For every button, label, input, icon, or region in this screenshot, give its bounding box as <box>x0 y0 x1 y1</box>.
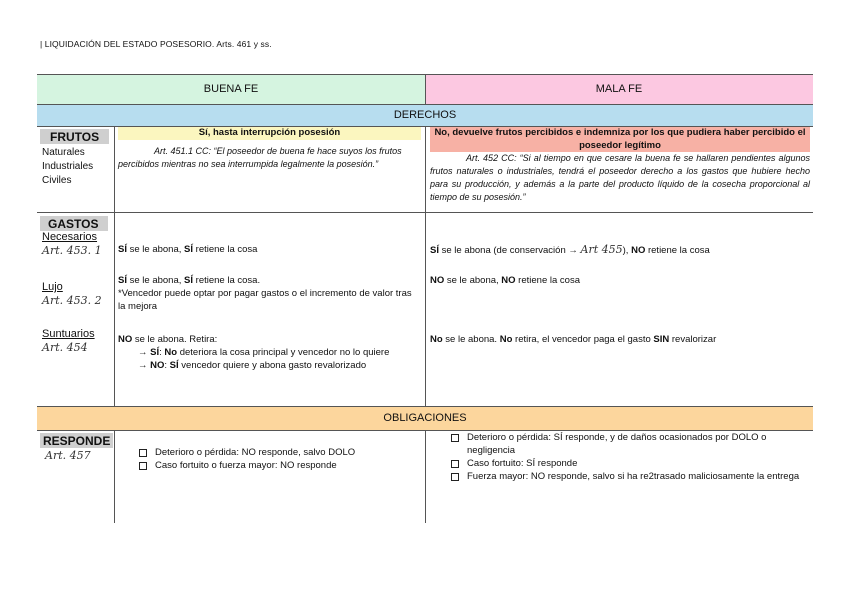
lujo-label-cell <box>42 280 116 308</box>
necesarios-bad-b2: NO <box>631 245 646 256</box>
grid-line <box>114 126 115 406</box>
suntuarios-good-opt1 <box>118 346 421 359</box>
suntuarios-bad-t1: se le abona. <box>442 334 500 345</box>
gastos-label-cell <box>37 216 113 231</box>
suntuarios-opt1-b2: No <box>164 347 178 358</box>
grid-line <box>425 126 426 406</box>
necesarios-bad-t3: retiene la cosa <box>645 245 710 256</box>
derechos-band-row <box>37 104 813 126</box>
suntuarios-good-line <box>118 333 421 346</box>
responde-label-cell <box>37 433 113 463</box>
necesarios-bad-art: Art 455 <box>580 243 623 256</box>
comparison-table <box>37 74 813 522</box>
frutos-good-cell <box>118 126 421 171</box>
lujo-good-b1: SÍ <box>118 275 127 286</box>
frutos-types <box>42 146 113 188</box>
necesarios-bad <box>430 243 810 257</box>
necesarios-good-t1: se le abona, <box>126 244 185 255</box>
list-item: Caso fortuito o fuerza mayor: NO responde <box>137 459 421 472</box>
frutos-type-industrial: Industriales <box>42 161 94 172</box>
lujo-good-t2: retiene la cosa. <box>193 275 261 286</box>
necesarios-good-t2: retiene la cosa <box>193 244 258 255</box>
suntuarios-bad-b3: SIN <box>653 334 670 345</box>
obligaciones-band-row <box>37 406 813 430</box>
lujo-label: Lujo <box>42 281 63 293</box>
suntuarios-label-cell <box>42 327 116 355</box>
necesarios-good <box>118 243 421 256</box>
lujo-bad-b2: NO <box>501 275 516 286</box>
arrow-icon: → <box>138 347 148 358</box>
suntuarios-bad-b1: No <box>430 334 443 345</box>
checkbox-icon <box>451 460 459 468</box>
lujo-bad-t1: se le abona, <box>444 275 502 286</box>
lujo-good <box>118 274 421 313</box>
list-item: Deterioro o pérdida: SÍ responde, y de daños ocasionados por DOLO o negligencia <box>449 431 811 457</box>
frutos-type-natural: Naturales <box>42 147 85 158</box>
frutos-label: FRUTOS <box>40 129 109 144</box>
necesarios-label-cell <box>42 230 116 258</box>
list-item: Caso fortuito: SÍ responde <box>449 457 811 470</box>
frutos-type-civil: Civiles <box>42 175 72 186</box>
list-item: Deterioro o pérdida: NO responde, salvo DOLO <box>137 446 421 459</box>
lujo-good-note: *Vencedor puede optar por pagar gastos o el incremento de valor tras la mejora <box>118 288 412 312</box>
necesarios-article: Art. 453. 1 <box>42 244 102 257</box>
header-good-faith: BUENA FE <box>37 74 425 104</box>
suntuarios-bad-t2: retira, el vencedor paga el gasto <box>512 334 654 345</box>
frutos-bad-cell <box>430 126 810 204</box>
frutos-bad-heading: No, devuelve frutos percibidos e indemniza por los que pudiera haber percibido el poseedor legítimo <box>430 126 810 152</box>
obligaciones-band: OBLIGACIONES <box>37 406 813 430</box>
suntuarios-opt1-t2: deteriora la cosa principal y vencedor no lo quiere <box>177 347 390 358</box>
lujo-bad-t2: retiene la cosa <box>515 275 580 286</box>
suntuarios-bad-t3: revalorizar <box>669 334 717 345</box>
necesarios-good-b2: SÍ <box>184 244 194 255</box>
suntuarios-bad-b2: No <box>499 334 513 345</box>
lujo-article: Art. 453. 2 <box>42 294 102 307</box>
grid-line <box>37 406 813 407</box>
derechos-band: DERECHOS <box>37 104 813 126</box>
frutos-good-article: Art. 451.1 CC: “El poseedor de buena fe hace suyos los frutos percibidos mientras no sea interrumpida legalmente la posesión.” <box>118 146 402 169</box>
necesarios-bad-t2: ), <box>622 245 632 256</box>
suntuarios-article: Art. 454 <box>42 341 88 354</box>
checkbox-icon <box>139 449 147 457</box>
arrow-icon: → <box>138 360 148 371</box>
lujo-bad-b1: NO <box>430 275 445 286</box>
suntuarios-opt2-b2: SÍ <box>169 360 179 371</box>
grid-line <box>114 430 115 523</box>
frutos-bad-article: Art. 452 CC: “Si al tiempo en que cesare la buena fe se hallaren pendientes algunos frutos naturales o industriales, tendrá el poseedor derecho a los gastos que hubiere hecho para su producción, y además a la parte del producto líquido de la cosecha proporcional al tiempo de su posesión.” <box>430 153 810 202</box>
suntuarios-opt1-b1: SÍ <box>150 347 160 358</box>
necesarios-bad-t1: se le abona (de conservación <box>438 245 569 256</box>
suntuarios-good-b1: NO <box>118 334 133 345</box>
suntuarios-bad <box>430 333 810 346</box>
grid-line <box>425 74 426 104</box>
checkbox-icon <box>451 434 459 442</box>
grid-line <box>37 104 813 105</box>
necesarios-good-b1: SÍ <box>118 244 127 255</box>
document-title: | LIQUIDACIÓN DEL ESTADO POSESORIO. Arts. 461 y ss. <box>40 39 272 49</box>
header-bad-faith: MALA FE <box>425 74 813 104</box>
suntuarios-good-t1: se le abona. Retira: <box>132 334 218 345</box>
checkbox-icon <box>451 473 459 481</box>
lujo-good-b2: SÍ <box>184 275 194 286</box>
arrow-icon: → <box>568 245 578 256</box>
lujo-good-t1: se le abona, <box>126 275 185 286</box>
lujo-bad <box>430 274 810 287</box>
grid-line <box>425 430 426 523</box>
suntuarios-opt2-b1: NO <box>150 360 165 371</box>
lujo-good-line <box>118 274 421 287</box>
suntuarios-opt2-t2: vencedor quiere y abona gasto revalorizado <box>178 360 367 371</box>
responde-bad <box>449 431 811 483</box>
responde-label: RESPONDE <box>40 433 113 448</box>
frutos-label-cell <box>37 129 113 188</box>
frutos-good-heading: Sí, hasta interrupción posesión <box>118 126 421 140</box>
necesarios-label: Necesarios <box>42 231 98 243</box>
suntuarios-opt1-t1: : <box>159 347 165 358</box>
suntuarios-good <box>118 333 421 372</box>
checkbox-icon <box>139 462 147 470</box>
suntuarios-opt2-t1: : <box>164 360 170 371</box>
necesarios-bad-b1: SÍ <box>430 245 439 256</box>
responde-article: Art. 457 <box>45 449 91 462</box>
list-item: Fuerza mayor: NO responde, salvo si ha re2trasado maliciosamente la entrega <box>449 470 811 483</box>
suntuarios-good-opt2 <box>118 359 421 372</box>
suntuarios-label: Suntuarios <box>42 328 95 340</box>
responde-good <box>137 446 421 472</box>
gastos-label: GASTOS <box>40 216 108 231</box>
